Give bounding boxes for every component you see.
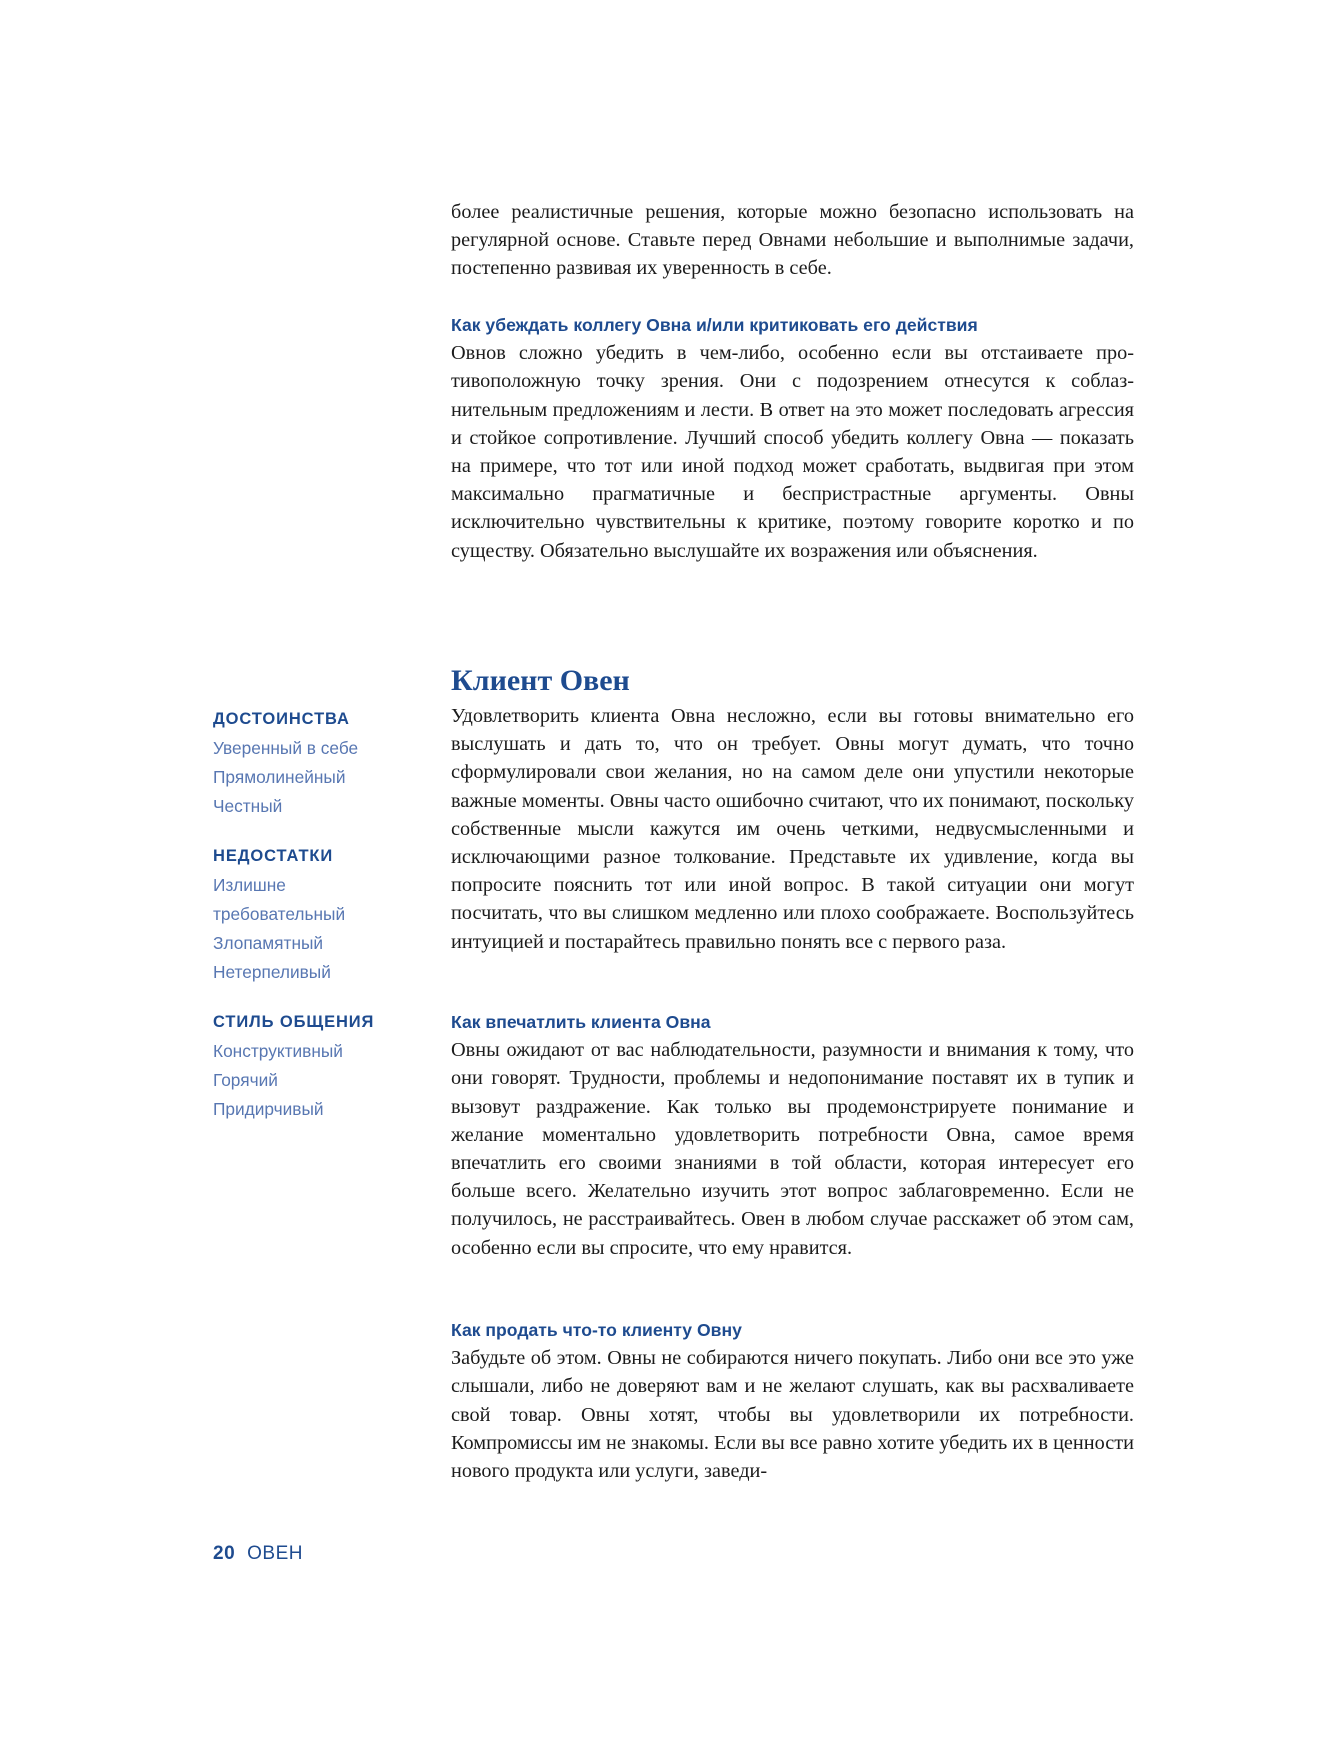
weakness-item: требовательный — [213, 904, 346, 924]
impress-heading: Как впечатлить клиента Овна — [451, 1012, 711, 1032]
style-group — [213, 1008, 413, 1124]
sell-paragraph: Забудьте об этом. Овны не собираются ничего покупать. Либо они все это уже слышали, либо не доверяют вам и не желают слушать, как вы расхваливаете свой товар. Овны хотят, чтобы вы удовлетворили их потребности. Компромиссы им не знакомы. Если вы все равно хотите убедить их в ценности нового продукта или услуги, заведи- — [451, 1347, 1134, 1483]
page-number: 20 — [213, 1543, 236, 1564]
section-title: Клиент Овен — [451, 664, 630, 697]
client-paragraph: Удовлетворить клиента Овна несложно, если вы готовы внимательно его выслушать и дать то, что он требует. Овны могут думать, что точно сформулировали свои желания, но на самом деле они упустили некоторые важные моменты. Овны часто ошибочно считают, что их понимают, поскольку собственные мысли кажутся им очень четкими, недвусмысленными и исключающими разное толкование. Представьте их удивление, когда вы попросите пояснить тот или иной вопрос. В такой ситуации они могут посчитать, что вы слишком медленно или плохо соображаете. Воспользуйтесь интуицией и постарайтесь правильно понять все с первого раза. — [451, 705, 1134, 953]
style-item: Конструктивный — [213, 1041, 343, 1061]
strengths-group — [213, 705, 413, 821]
sell-section — [451, 1316, 1134, 1485]
client-title-block — [451, 663, 1134, 699]
style-item: Горячий — [213, 1070, 278, 1090]
strengths-heading: ДОСТОИНСТВА — [213, 710, 350, 728]
client-section — [451, 702, 1134, 956]
weakness-item: Злопамятный — [213, 933, 324, 953]
strength-item: Честный — [213, 796, 283, 816]
impress-paragraph: Овны ожидают от вас наблюдательности, разумности и внимания к тому, что они говорят. Трудности, проблемы и недопонимание поставят их в тупик и вызовут раздражение. Как только вы продемонстрируете понимание и желание моментально удовлетворить потребности Овна, самое время впечатлить его своими знаниями в той области, которая интересует его больше всего. Желательно изучить этот вопрос заблаговременно. Если не получилось, не расстраивайтесь. Овен в любом случае расскажет об этом сам, особенно если вы спросите, что ему нравится. — [451, 1039, 1134, 1259]
weaknesses-group — [213, 842, 413, 987]
impress-section — [451, 1008, 1134, 1262]
traits-sidebar — [213, 705, 413, 1145]
weaknesses-heading: НЕДОСТАТКИ — [213, 847, 334, 865]
style-heading: СТИЛЬ ОБЩЕНИЯ — [213, 1013, 375, 1031]
intro-paragraph: более реалистичные решения, которые можно безопасно использовать на регулярной основе. Ставьте перед Овнами небольшие и выполнимые задачи, постепенно развивая их уверенность в себе. — [451, 201, 1134, 280]
page-footer — [213, 1543, 303, 1565]
sell-heading: Как продать что-то клиенту Овну — [451, 1320, 742, 1340]
colleague-heading: Как убеждать коллегу Овна и/или критиковать его действия — [451, 315, 978, 335]
style-item: Придирчивый — [213, 1099, 324, 1119]
strength-item: Прямолинейный — [213, 767, 346, 787]
weakness-item: Излишне — [213, 875, 286, 895]
colleague-section — [451, 311, 1134, 565]
chapter-name: ОВЕН — [247, 1543, 303, 1564]
intro-section — [451, 198, 1134, 283]
weakness-item: Нетерпеливый — [213, 962, 331, 982]
strength-item: Уверенный в себе — [213, 738, 359, 758]
colleague-paragraph: Овнов сложно убедить в чем-либо, особенно если вы отстаиваете противоположную точку зрения. Они с подозрением отнесутся к соблазнительным предложениям и лести. В ответ на это может последовать агрессия и стойкое сопротивление. Лучший способ убедить коллегу Овна — показать на примере, что тот или иной подход может сработать, выдвигая при этом максимально прагматичные и беспристрастные аргументы. Овны исключительно чувствительны к критике, поэтому говорите коротко и по существу. Обязательно выслушайте их возражения или объяснения. — [451, 342, 1134, 562]
